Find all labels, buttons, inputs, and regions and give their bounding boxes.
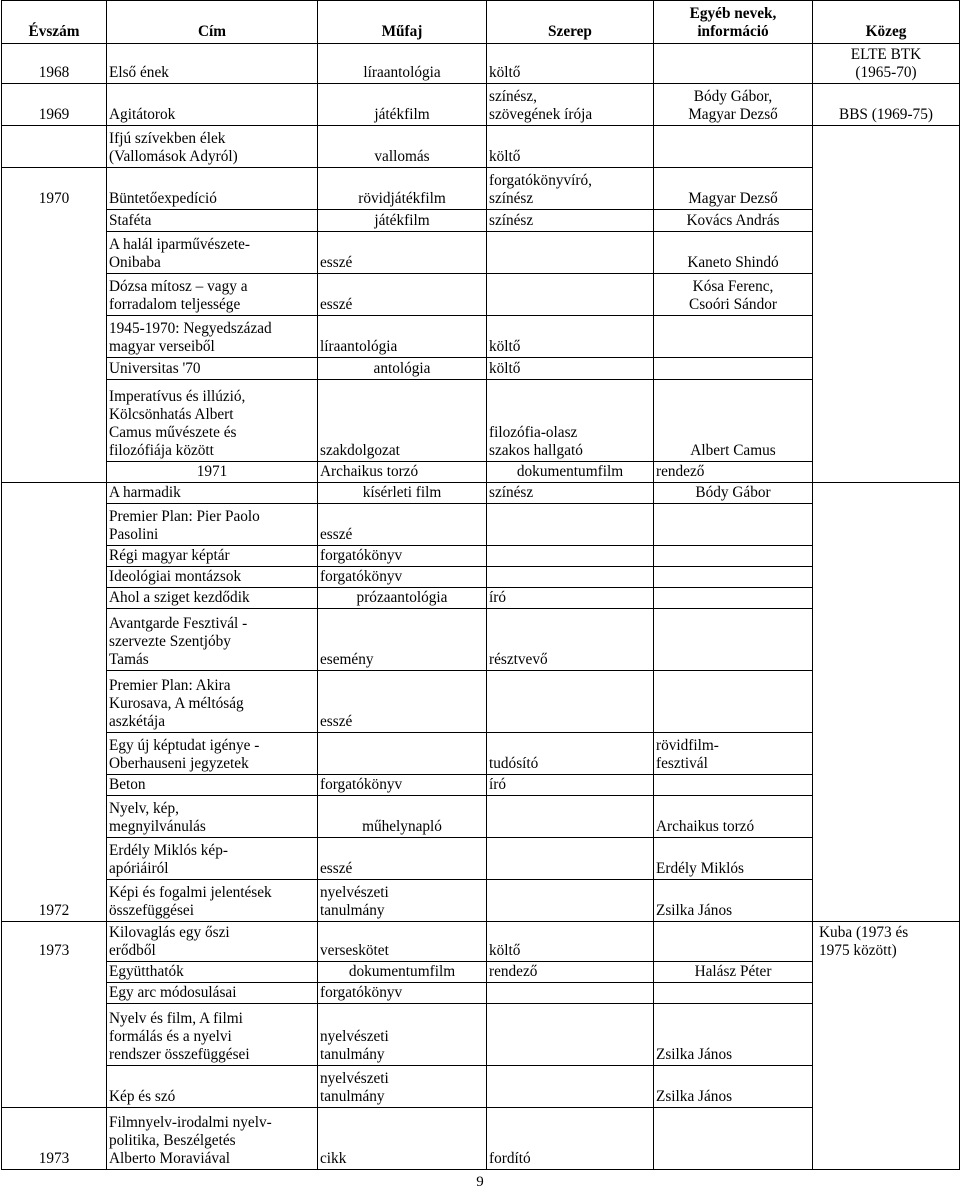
cell-genre: forgatókönyv xyxy=(318,546,487,567)
cell-other-info xyxy=(654,775,813,796)
cell-other-info xyxy=(654,922,813,962)
cell-title: Büntetőexpedíció xyxy=(107,168,318,210)
cell-role: színész xyxy=(487,210,654,232)
cell-title: Képi és fogalmi jelentések összefüggései xyxy=(107,880,318,922)
cell-title: 1945-1970: Negyedszázad magyar verseiből xyxy=(107,316,318,358)
cell-other-info xyxy=(654,983,813,1004)
cell-other-info: Archaikus torzó xyxy=(654,796,813,838)
cell-role xyxy=(487,671,654,733)
header-title: Cím xyxy=(107,1,318,44)
cell-role: rendező xyxy=(654,462,813,483)
cell-genre: szakdolgozat xyxy=(318,380,487,462)
cell-genre: nyelvészeti tanulmány xyxy=(318,1004,487,1066)
cell-role: tudósító xyxy=(487,733,654,775)
cell-genre: esszé xyxy=(318,232,487,274)
cell-title: Imperatívus és illúzió, Kölcsönhatás Albert Camus művészete és filozófiája között xyxy=(107,380,318,462)
cell-other-info xyxy=(654,504,813,546)
cell-other-info xyxy=(654,567,813,588)
cell-role xyxy=(487,880,654,922)
cell-venue: Kuba (1973 és 1975 között) xyxy=(813,922,960,1170)
cell-genre: cikk xyxy=(318,1108,487,1170)
cell-genre: esszé xyxy=(318,671,487,733)
cell-genre: esszé xyxy=(318,274,487,316)
cell-role: költő xyxy=(487,922,654,962)
cell-role: költő xyxy=(487,358,654,380)
cell-genre: forgatókönyv xyxy=(318,983,487,1004)
cell-title: Premier Plan: Pier Paolo Pasolini xyxy=(107,504,318,546)
cell-genre: műhelynapló xyxy=(318,796,487,838)
cell-venue xyxy=(813,126,960,483)
cell-title: Staféta xyxy=(107,210,318,232)
cell-title: Universitas '70 xyxy=(107,358,318,380)
cell-genre: forgatókönyv xyxy=(318,775,487,796)
cell-title: Kép és szó xyxy=(107,1066,318,1108)
cell-venue xyxy=(813,483,960,922)
cell-other-info: Kaneto Shindó xyxy=(654,232,813,274)
cell-year: 1968 xyxy=(2,44,107,84)
page-number: 9 xyxy=(476,1174,484,1190)
cell-venue: ELTE BTK (1965-70) xyxy=(813,44,960,84)
cell-genre: verseskötet xyxy=(318,922,487,962)
cell-genre: rövidjátékfilm xyxy=(318,168,487,210)
cell-role: író xyxy=(487,775,654,796)
filmography-table xyxy=(1,0,960,1170)
cell-other-info: Bódy Gábor, Magyar Dezső xyxy=(654,84,813,126)
cell-year: 1969 xyxy=(2,84,107,126)
cell-year xyxy=(2,922,107,1108)
header-genre: Műfaj xyxy=(318,1,487,44)
header-role: Szerep xyxy=(487,1,654,44)
header-venue: Közeg xyxy=(813,1,960,44)
cell-title: Együtthatók xyxy=(107,962,318,983)
cell-title: Avantgarde Fesztivál - szervezte Szentjóby Tamás xyxy=(107,609,318,671)
cell-role: filozófia-olasz szakos hallgató xyxy=(487,380,654,462)
cell-title: Premier Plan: Akira Kurosava, A méltóság aszkétája xyxy=(107,671,318,733)
cell-other-info: Zsilka János xyxy=(654,1004,813,1066)
cell-genre: líraantológia xyxy=(318,316,487,358)
cell-other-info xyxy=(654,126,813,168)
cell-title: A halál iparművészete- Onibaba xyxy=(107,232,318,274)
cell-genre: dokumentumfilm xyxy=(487,462,654,483)
cell-year xyxy=(2,126,107,168)
cell-title: Archaikus torzó xyxy=(318,462,487,483)
cell-title: Nyelv és film, A filmi formálás és a nyelvi rendszer összefüggései xyxy=(107,1004,318,1066)
cell-other-info: Erdély Miklós xyxy=(654,838,813,880)
cell-title: Agitátorok xyxy=(107,84,318,126)
cell-role xyxy=(487,546,654,567)
table-row xyxy=(2,126,960,168)
cell-other-info: Kósa Ferenc, Csoóri Sándor xyxy=(654,274,813,316)
cell-genre: líraantológia xyxy=(318,44,487,84)
cell-genre: nyelvészeti tanulmány xyxy=(318,880,487,922)
header-row xyxy=(2,1,960,44)
cell-title: Filmnyelv-irodalmi nyelv- politika, Beszélgetés Alberto Moraviával xyxy=(107,1108,318,1170)
cell-role xyxy=(487,274,654,316)
cell-other-info: rövidfilm- fesztivál xyxy=(654,733,813,775)
cell-genre: játékfilm xyxy=(318,210,487,232)
cell-genre: dokumentumfilm xyxy=(318,962,487,983)
cell-other-info xyxy=(654,316,813,358)
cell-role: költő xyxy=(487,44,654,84)
cell-role xyxy=(487,504,654,546)
cell-role xyxy=(487,232,654,274)
cell-title: Dózsa mítosz – vagy a forradalom teljessége xyxy=(107,274,318,316)
cell-role: rendező xyxy=(487,962,654,983)
cell-role: író xyxy=(487,588,654,609)
cell-other-info: Bódy Gábor xyxy=(654,483,813,504)
table-row xyxy=(2,483,960,504)
cell-title: Kilovaglás egy őszi erődből xyxy=(107,922,318,962)
cell-genre: antológia xyxy=(318,358,487,380)
table-row xyxy=(2,84,960,126)
cell-genre: vallomás xyxy=(318,126,487,168)
cell-role xyxy=(487,983,654,1004)
cell-role: fordító xyxy=(487,1108,654,1170)
cell-other-info xyxy=(654,588,813,609)
cell-other-info xyxy=(654,44,813,84)
cell-title: Ahol a sziget kezdődik xyxy=(107,588,318,609)
cell-title: Erdély Miklós kép- apóriáiról xyxy=(107,838,318,880)
cell-genre: kísérleti film xyxy=(318,483,487,504)
cell-year: 1971 xyxy=(107,462,318,483)
cell-other-info xyxy=(654,546,813,567)
cell-other-info xyxy=(654,609,813,671)
header-year: Évszám xyxy=(2,1,107,44)
cell-other-info: Halász Péter xyxy=(654,962,813,983)
cell-year xyxy=(2,168,107,483)
cell-year-text: 1973 xyxy=(38,942,70,959)
cell-other-info: Zsilka János xyxy=(654,1066,813,1108)
cell-role xyxy=(487,1066,654,1108)
cell-title: Ideológiai montázsok xyxy=(107,567,318,588)
cell-genre: esemény xyxy=(318,609,487,671)
cell-role: költő xyxy=(487,316,654,358)
cell-title: Egy arc módosulásai xyxy=(107,983,318,1004)
cell-genre xyxy=(318,733,487,775)
cell-title: Régi magyar képtár xyxy=(107,546,318,567)
cell-genre: forgatókönyv xyxy=(318,567,487,588)
cell-role: forgatókönyvíró, színész xyxy=(487,168,654,210)
cell-role xyxy=(487,796,654,838)
cell-other-info xyxy=(654,1108,813,1170)
cell-genre: nyelvészeti tanulmány xyxy=(318,1066,487,1108)
cell-title: Beton xyxy=(107,775,318,796)
cell-genre: esszé xyxy=(318,504,487,546)
cell-other-info: Zsilka János xyxy=(654,880,813,922)
cell-venue: BBS (1969-75) xyxy=(813,84,960,126)
cell-role: színész, szövegének írója xyxy=(487,84,654,126)
cell-other-info xyxy=(654,358,813,380)
cell-other-info: Magyar Dezső xyxy=(654,168,813,210)
cell-other-info: Albert Camus xyxy=(654,380,813,462)
cell-genre: esszé xyxy=(318,838,487,880)
cell-title: A harmadik xyxy=(107,483,318,504)
header-other-info: Egyéb nevek, információ xyxy=(654,1,813,44)
cell-role xyxy=(487,838,654,880)
cell-role xyxy=(487,1004,654,1066)
cell-year xyxy=(2,483,107,922)
cell-title: Nyelv, kép, megnyilvánulás xyxy=(107,796,318,838)
cell-role: résztvevő xyxy=(487,609,654,671)
cell-other-info xyxy=(654,671,813,733)
cell-year-text: 1972 xyxy=(38,902,70,919)
table-row xyxy=(2,44,960,84)
cell-title: Egy új képtudat igénye - Oberhauseni jegyzetek xyxy=(107,733,318,775)
cell-other-info: Kovács András xyxy=(654,210,813,232)
cell-role: színész xyxy=(487,483,654,504)
cell-year: 1973 xyxy=(2,1108,107,1170)
cell-genre: játékfilm xyxy=(318,84,487,126)
cell-year-text: 1970 xyxy=(38,190,70,207)
cell-role xyxy=(487,567,654,588)
table-row xyxy=(2,922,960,962)
cell-title: Ifjú szívekben élek (Vallomások Adyról) xyxy=(107,126,318,168)
cell-genre: prózaantológia xyxy=(318,588,487,609)
cell-role: költő xyxy=(487,126,654,168)
cell-title: Első ének xyxy=(107,44,318,84)
